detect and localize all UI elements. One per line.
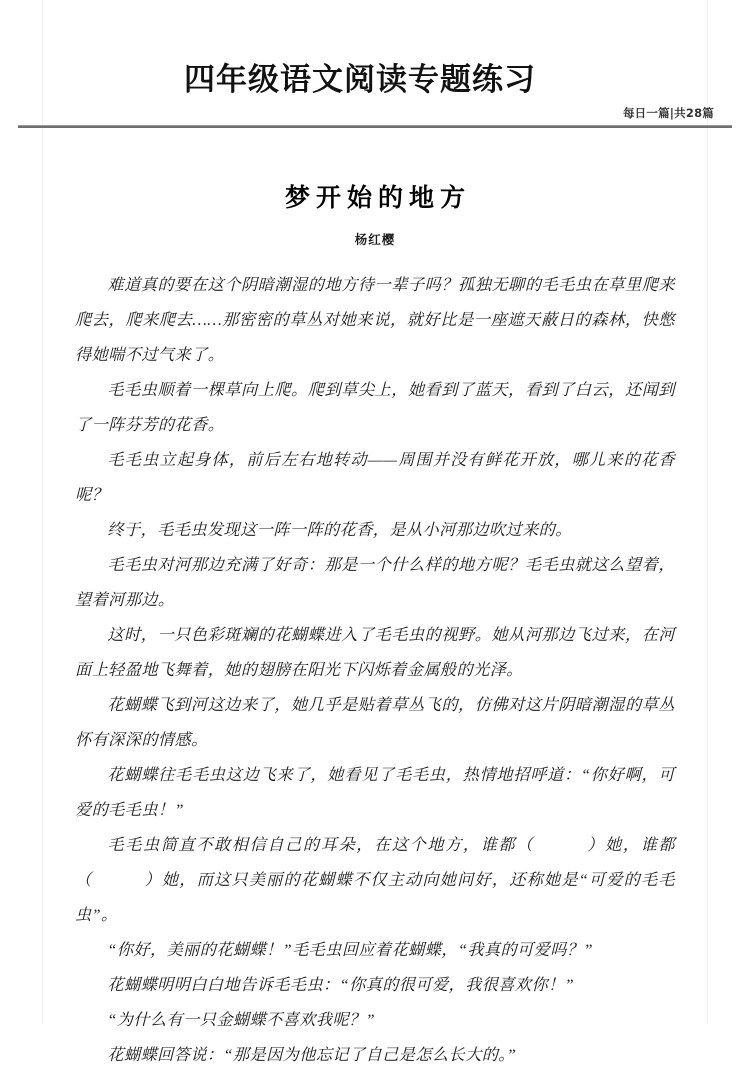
article-paragraph: 毛毛虫立起身体，前后左右地转动——周围并没有鲜花开放，哪儿来的花香呢？ xyxy=(75,451,675,504)
page-header xyxy=(18,62,732,128)
article-paragraph: 花蝴蝶回答说：“那是因为他忘记了自己是怎么长大的。” xyxy=(107,1046,517,1064)
article-paragraph: 毛毛虫简直不敢相信自己的耳朵，在这个地方，谁都（ ）她，谁都（ ）她，而这只美丽的花蝴蝶不仅主动向她问好，还称她是“可爱的毛毛虫”。 xyxy=(75,836,675,924)
article-paragraph: 这时，一只色彩斑斓的花蝴蝶进入了毛毛虫的视野。她从河那边飞过来，在河面上轻盈地飞舞着，她的翅膀在阳光下闪烁着金属般的光泽。 xyxy=(75,626,675,679)
article-paragraph: 毛毛虫对河那边充满了好奇：那是一个什么样的地方呢？毛毛虫就这么望着，望着河那边。 xyxy=(75,556,675,609)
header-subtitle: 每日一篇|共28篇 xyxy=(622,105,714,120)
header-title: 四年级语文阅读专题练习 xyxy=(184,62,536,98)
article-paragraph: 终于，毛毛虫发现这一阵一阵的花香，是从小河那边吹过来的。 xyxy=(107,521,572,539)
article-paragraph: 难道真的要在这个阴暗潮湿的地方待一辈子吗？孤独无聊的毛毛虫在草里爬来爬去，爬来爬去……那密密的草丛对她来说，就好比是一座遮天蔽日的森林，快憋得她喘不过气来了。 xyxy=(75,276,675,364)
article xyxy=(75,178,675,1073)
article-author: 杨红樱 xyxy=(354,232,396,247)
article-paragraph: “为什么有一只金蝴蝶不喜欢我呢？” xyxy=(107,1011,376,1029)
article-paragraph: “你好，美丽的花蝴蝶！”毛毛虫回应着花蝴蝶，“我真的可爱吗？” xyxy=(107,941,593,959)
article-paragraph: 花蝴蝶明明白白地告诉毛毛虫：“你真的很可爱，我很喜欢你！” xyxy=(107,976,575,994)
article-title: 梦开始的地方 xyxy=(284,185,471,212)
article-body xyxy=(75,268,675,1073)
scan-edge-left xyxy=(42,0,43,1024)
article-paragraph: 花蝴蝶往毛毛虫这边飞来了，她看见了毛毛虫，热情地招呼道：“你好啊，可爱的毛毛虫！” xyxy=(75,766,675,819)
article-paragraph: 花蝴蝶飞到河这边来了，她几乎是贴着草丛飞的，仿佛对这片阴暗潮湿的草丛怀有深深的情感。 xyxy=(75,696,675,749)
scan-edge-right xyxy=(707,0,708,1024)
header-divider xyxy=(18,125,732,128)
article-paragraph: 毛毛虫顺着一棵草向上爬。爬到草尖上，她看到了蓝天，看到了白云，还闻到了一阵芬芳的花香。 xyxy=(75,381,675,434)
